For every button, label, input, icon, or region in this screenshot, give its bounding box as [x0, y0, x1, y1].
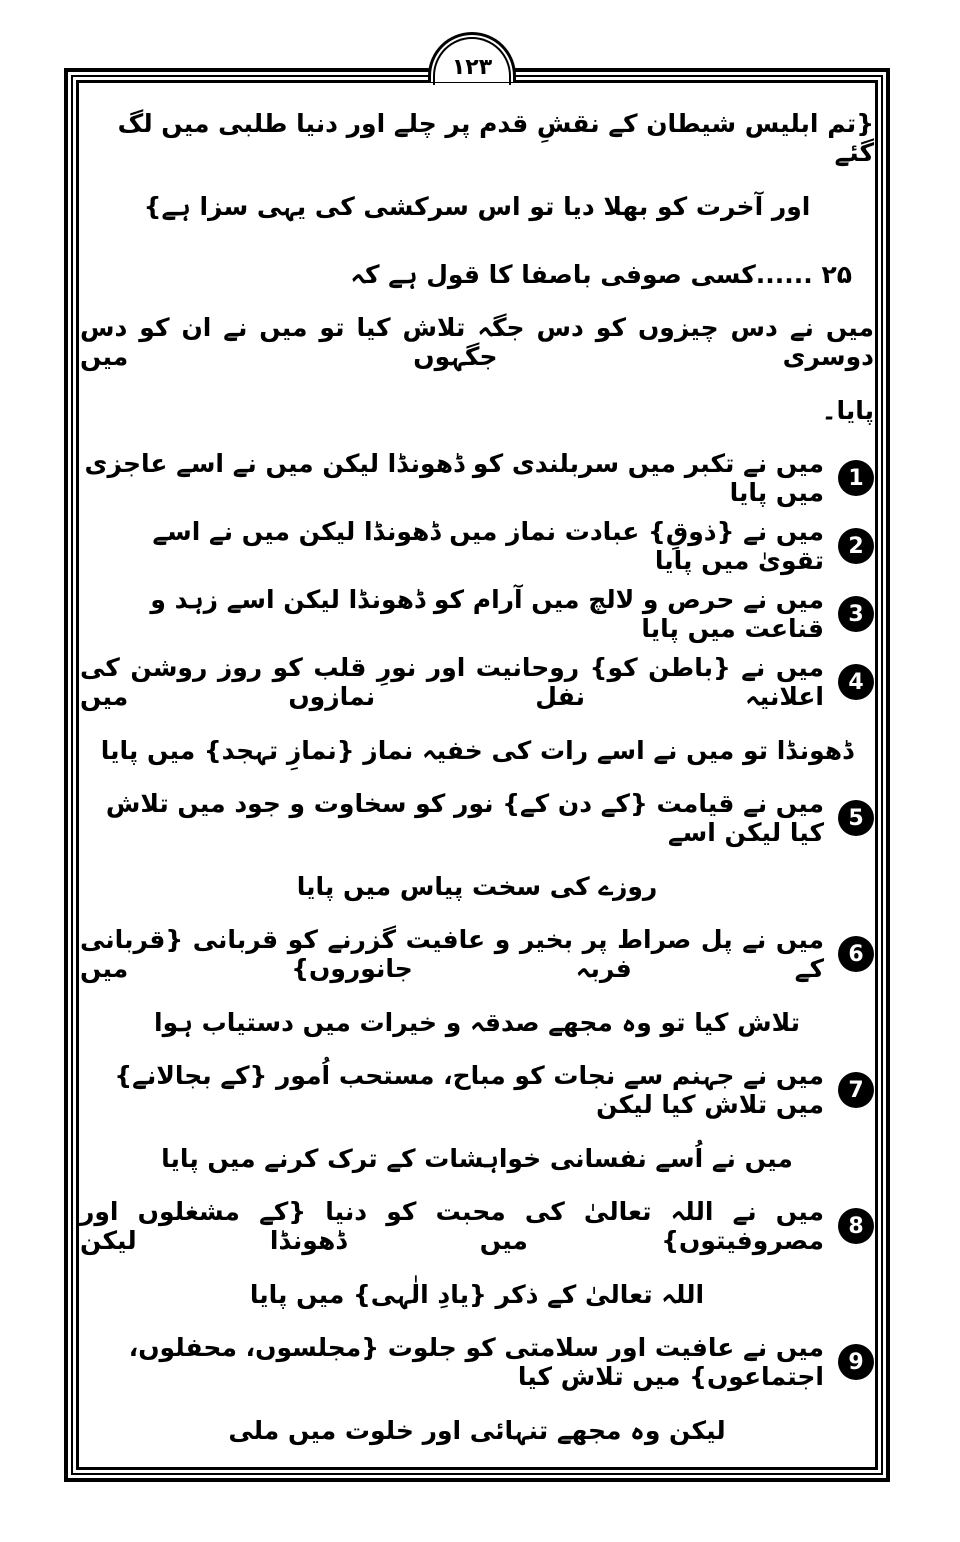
item-6-text-line-1: میں نے پل صراط پر بخیر و عافیت گزرنے کو قربانی {قربانی کے فربہ جانوروں} میں — [80, 925, 824, 983]
page-number: ۱۲۳ — [451, 55, 493, 80]
saying-heading-row — [80, 240, 874, 308]
list-item-9-continuation — [80, 1396, 874, 1464]
quote-line-1-row — [80, 104, 874, 172]
list-item-3 — [80, 580, 874, 648]
page-body — [80, 84, 874, 1476]
saying-heading: ۲۵ ......کسی صوفی باصفا کا قول ہے کہ — [350, 259, 852, 289]
list-item-5 — [80, 784, 874, 852]
list-item-1 — [80, 444, 874, 512]
item-4-number-badge: 4 — [838, 664, 874, 700]
list-item-4 — [80, 648, 874, 716]
item-9-text-line-2: لیکن وہ مجھے تنہائی اور خلوت میں ملی — [228, 1415, 726, 1445]
item-3-text: میں نے حرص و لالچ میں آرام کو ڈھونڈا لیکن اسے زہد و قناعت میں پایا — [150, 585, 824, 643]
quote-line-1: {تم ابلیس شیطان کے نقشِ قدم پر چلے اور دنیا طلبی میں لگ گئے — [117, 109, 874, 167]
list-item-9 — [80, 1328, 874, 1396]
list-item-6 — [80, 920, 874, 988]
item-6-number-badge: 6 — [838, 936, 874, 972]
list-item-2 — [80, 512, 874, 580]
item-8-text-line-2: اللہ تعالیٰ کے ذکر {یادِ الٰہی} میں پایا — [249, 1279, 705, 1309]
item-5-number-badge: 5 — [838, 800, 874, 836]
list-item-7 — [80, 1056, 874, 1124]
saying-intro-continuation-row — [80, 376, 874, 444]
item-2-number-badge: 2 — [838, 528, 874, 564]
item-8-text-line-1: میں نے اللہ تعالیٰ کی محبت کو دنیا {کے مشغلوں اور مصروفیتوں} میں ڈھونڈا لیکن — [80, 1197, 824, 1255]
saying-intro-continuation: پایا۔ — [821, 395, 874, 425]
list-item-7-continuation — [80, 1124, 874, 1192]
saying-intro-row — [80, 308, 874, 376]
list-item-4-continuation — [80, 716, 874, 784]
item-2-text: میں نے {ذوقِ} عبادت نماز میں ڈھونڈا لیکن میں نے اسے تقویٰ میں پایا — [152, 517, 824, 575]
item-4-text-line-2: ڈھونڈا تو میں نے اسے رات کی خفیہ نماز {نمازِ تہجد} میں پایا — [100, 735, 854, 765]
item-4-text-line-1: میں نے {باطن کو} روحانیت اور نورِ قلب کو روز روشن کی اعلانیہ نفل نمازوں میں — [80, 653, 824, 711]
item-6-text-line-2: تلاش کیا تو وہ مجھے صدقہ و خیرات میں دستیاب ہوا — [154, 1007, 800, 1037]
page-number-arch — [428, 32, 516, 82]
item-1-text: میں نے تکبر میں سربلندی کو ڈھونڈا لیکن میں نے اسے عاجزی میں پایا — [84, 449, 824, 507]
item-9-number-badge: 9 — [838, 1344, 874, 1380]
item-9-text-line-1: میں نے عافیت اور سلامتی کو جلوت {مجلسوں، محفلوں، اجتماعوں} میں تلاش کیا — [128, 1333, 824, 1391]
list-item-6-continuation — [80, 988, 874, 1056]
item-8-number-badge: 8 — [838, 1208, 874, 1244]
list-item-8 — [80, 1192, 874, 1260]
item-3-number-badge: 3 — [838, 596, 874, 632]
list-item-8-continuation — [80, 1260, 874, 1328]
saying-intro-line: میں نے دس چیزوں کو دس جگہ تلاش کیا تو میں نے ان کو دس دوسری جگہوں میں — [80, 313, 874, 371]
quote-line-2-row — [80, 172, 874, 240]
list-item-5-continuation — [80, 852, 874, 920]
item-5-text-line-2: روزے کی سخت پیاس میں پایا — [296, 871, 658, 901]
item-7-text-line-1: میں نے جہنم سے نجات کو مباح، مستحب اُمور {کے بجالانے} میں تلاش کیا لیکن — [114, 1061, 824, 1119]
item-7-number-badge: 7 — [838, 1072, 874, 1108]
quote-line-2: اور آخرت کو بھلا دیا تو اس سرکشی کی یہی سزا ہے} — [143, 191, 811, 221]
item-5-text-line-1: میں نے قیامت {کے دن کے} نور کو سخاوت و جود میں تلاش کیا لیکن اسے — [105, 789, 824, 847]
item-7-text-line-2: میں نے اُسے نفسانی خواہشات کے ترک کرنے میں پایا — [161, 1143, 793, 1173]
item-1-number-badge: 1 — [838, 460, 874, 496]
